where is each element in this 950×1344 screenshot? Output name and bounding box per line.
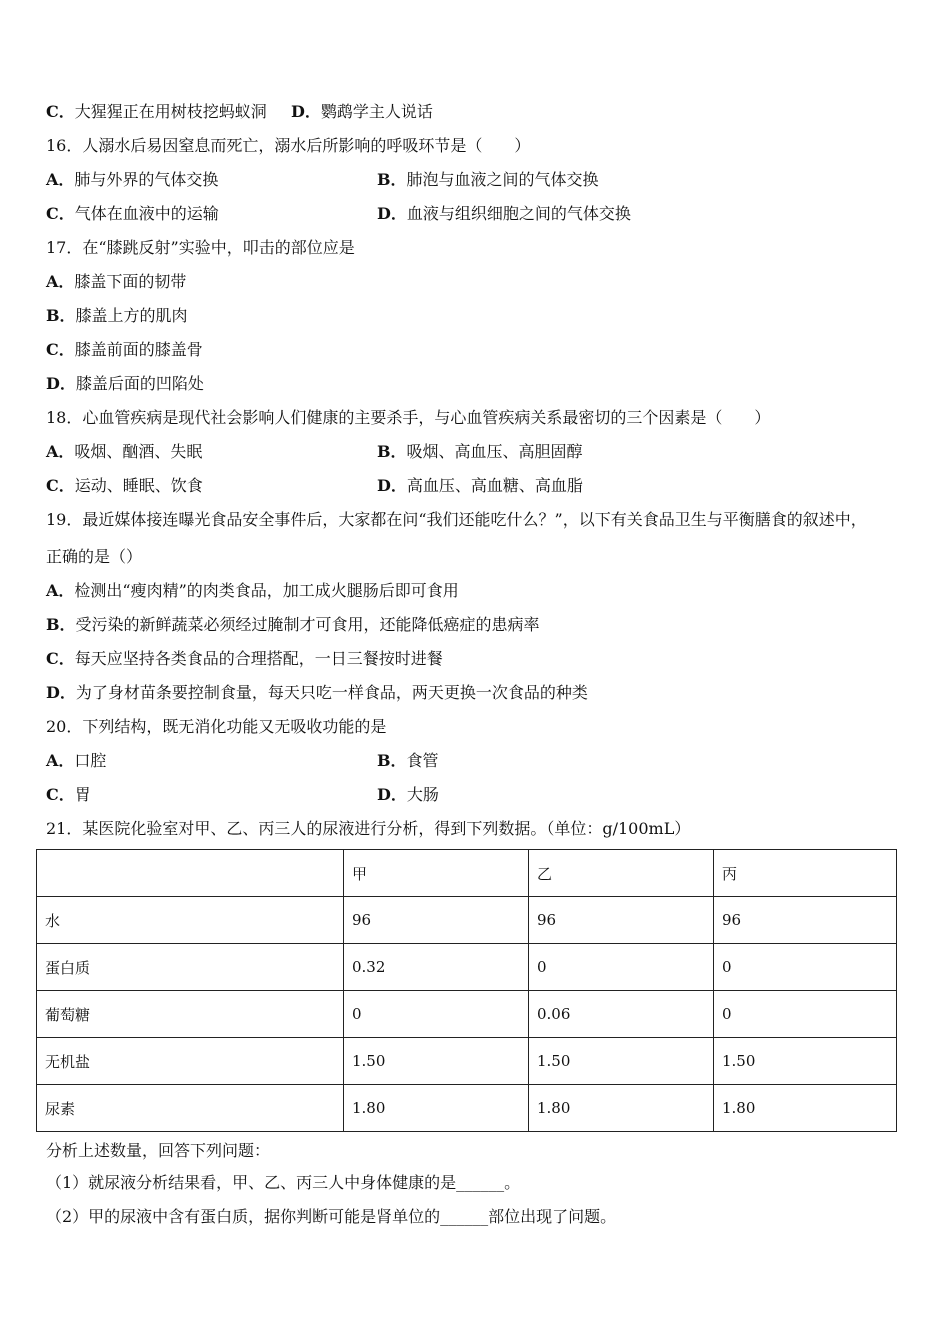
option-label: A． xyxy=(46,442,75,461)
q16-option-d[interactable] xyxy=(377,204,631,224)
q18-option-b[interactable] xyxy=(377,442,583,462)
option-label: C． xyxy=(46,102,75,121)
table-row xyxy=(37,1038,897,1085)
option-label: D． xyxy=(46,683,76,702)
table-cell: 无机盐 xyxy=(37,1038,344,1085)
q19-option-a[interactable] xyxy=(46,581,459,601)
q18-option-a[interactable] xyxy=(46,442,202,462)
option-label: C． xyxy=(46,340,75,359)
table-cell: 0 xyxy=(714,944,897,991)
q15-options-cd xyxy=(46,102,433,122)
table-cell: 0 xyxy=(529,944,714,991)
option-label: B． xyxy=(377,442,407,461)
table-header-cell: 丙 xyxy=(714,850,897,897)
table-cell: 1.50 xyxy=(344,1038,529,1085)
q18-option-d[interactable] xyxy=(377,476,583,496)
table-cell: 96 xyxy=(529,897,714,944)
table-header-cell xyxy=(37,850,344,897)
option-label: C． xyxy=(46,785,75,804)
q20-option-d[interactable] xyxy=(377,785,439,805)
q20-stem: 20．下列结构，既无消化功能又无吸收功能的是 xyxy=(46,717,387,736)
option-text: 鹦鹉学主人说话 xyxy=(320,102,433,121)
option-label: B． xyxy=(377,751,407,770)
option-label: C． xyxy=(46,204,75,223)
option-label: A． xyxy=(46,170,75,189)
option-text: 运动、睡眠、饮食 xyxy=(74,476,203,495)
table-cell: 尿素 xyxy=(37,1085,344,1132)
option-text: 检测出“瘦肉精”的肉类食品，加工成火腿肠后即可食用 xyxy=(74,581,459,600)
table-cell: 水 xyxy=(37,897,344,944)
table-row xyxy=(37,897,897,944)
q18-stem: 18．心血管疾病是现代社会影响人们健康的主要杀手，与心血管疾病关系最密切的三个因素是（ ） xyxy=(46,408,771,427)
option-text: 高血压、高血糖、高血脂 xyxy=(406,476,583,495)
table-row xyxy=(37,991,897,1038)
table-cell: 0 xyxy=(344,991,529,1038)
table-cell: 96 xyxy=(344,897,529,944)
option-text: 大肠 xyxy=(406,785,439,804)
option-label: D． xyxy=(46,374,76,393)
option-text: 每天应坚持各类食品的合理搭配，一日三餐按时进餐 xyxy=(74,649,443,668)
q19-stem-line1: 19．最近媒体接连曝光食品安全事件后，大家都在问“我们还能吃什么？”，以下有关食品卫生与平衡膳食的叙述中， xyxy=(46,510,867,529)
q21-subquestion-2: （2）甲的尿液中含有蛋白质，据你判断可能是肾单位的______部位出现了问题。 xyxy=(46,1207,617,1226)
table-header-row xyxy=(37,850,897,897)
option-text: 胃 xyxy=(74,785,91,804)
table-header-cell: 乙 xyxy=(529,850,714,897)
table-cell: 1.50 xyxy=(714,1038,897,1085)
q16-option-a[interactable] xyxy=(46,170,218,190)
option-text: 肺泡与血液之间的气体交换 xyxy=(406,170,599,189)
table-cell: 0.06 xyxy=(529,991,714,1038)
table-row xyxy=(37,944,897,991)
option-label: D． xyxy=(290,102,321,121)
option-text: 吸烟、酗酒、失眠 xyxy=(74,442,203,461)
option-label: A． xyxy=(46,751,75,770)
option-text: 气体在血液中的运输 xyxy=(74,204,219,223)
q20-option-a[interactable] xyxy=(46,751,106,771)
table-cell: 蛋白质 xyxy=(37,944,344,991)
q16-option-c[interactable] xyxy=(46,204,219,224)
q19-stem-line2: 正确的是（） xyxy=(46,547,143,566)
option-label: B． xyxy=(377,170,407,189)
q21-analysis-prompt: 分析上述数量，回答下列问题： xyxy=(46,1141,271,1160)
option-text: 为了身材苗条要控制食量，每天只吃一样食品，两天更换一次食品的种类 xyxy=(75,683,588,702)
table-header-cell: 甲 xyxy=(344,850,529,897)
q20-option-c[interactable] xyxy=(46,785,91,805)
option-label: A． xyxy=(46,581,75,600)
q16-stem: 16．人溺水后易因窒息而死亡，溺水后所影响的呼吸环节是（ ） xyxy=(46,136,531,155)
q19-option-b[interactable] xyxy=(46,615,540,635)
q17-option-a[interactable] xyxy=(46,272,186,292)
q19-option-c[interactable] xyxy=(46,649,443,669)
table-cell: 1.50 xyxy=(529,1038,714,1085)
q17-option-d[interactable] xyxy=(46,374,204,394)
table-cell: 1.80 xyxy=(529,1085,714,1132)
option-text: 口腔 xyxy=(74,751,107,770)
table-cell: 葡萄糖 xyxy=(37,991,344,1038)
table-row xyxy=(37,1085,897,1132)
q21-subquestion-1: （1）就尿液分析结果看，甲、乙、丙三人中身体健康的是______。 xyxy=(46,1173,521,1192)
option-label: C． xyxy=(46,476,75,495)
option-text: 膝盖上方的肌肉 xyxy=(75,306,188,325)
q21-stem: 21．某医院化验室对甲、乙、丙三人的尿液进行分析，得到下列数据。（单位：g/100mL） xyxy=(46,819,691,838)
urine-analysis-table xyxy=(36,849,897,1132)
q17-option-b[interactable] xyxy=(46,306,188,326)
q18-option-c[interactable] xyxy=(46,476,203,496)
option-label: D． xyxy=(377,785,407,804)
q16-option-b[interactable] xyxy=(377,170,599,190)
option-text: 受污染的新鲜蔬菜必须经过腌制才可食用，还能降低癌症的患病率 xyxy=(75,615,540,634)
option-text: 大猩猩正在用树枝挖蚂蚁洞 xyxy=(74,102,267,121)
option-text: 膝盖后面的凹陷处 xyxy=(75,374,204,393)
option-label: D． xyxy=(377,476,407,495)
option-label: B． xyxy=(46,615,76,634)
option-label: B． xyxy=(46,306,76,325)
option-text: 膝盖下面的韧带 xyxy=(74,272,187,291)
option-text: 吸烟、高血压、高胆固醇 xyxy=(406,442,583,461)
q17-stem: 17．在“膝跳反射”实验中，叩击的部位应是 xyxy=(46,238,355,257)
option-text: 食管 xyxy=(406,751,439,770)
option-text: 血液与组织细胞之间的气体交换 xyxy=(406,204,631,223)
option-label: D． xyxy=(377,204,407,223)
table-cell: 0 xyxy=(714,991,897,1038)
option-text: 膝盖前面的膝盖骨 xyxy=(74,340,203,359)
option-label: C． xyxy=(46,649,75,668)
q19-option-d[interactable] xyxy=(46,683,588,703)
table-cell: 96 xyxy=(714,897,897,944)
q20-option-b[interactable] xyxy=(377,751,439,771)
q17-option-c[interactable] xyxy=(46,340,203,360)
option-label: A． xyxy=(46,272,75,291)
table-cell: 1.80 xyxy=(714,1085,897,1132)
table-cell: 0.32 xyxy=(344,944,529,991)
table-cell: 1.80 xyxy=(344,1085,529,1132)
option-text: 肺与外界的气体交换 xyxy=(74,170,219,189)
